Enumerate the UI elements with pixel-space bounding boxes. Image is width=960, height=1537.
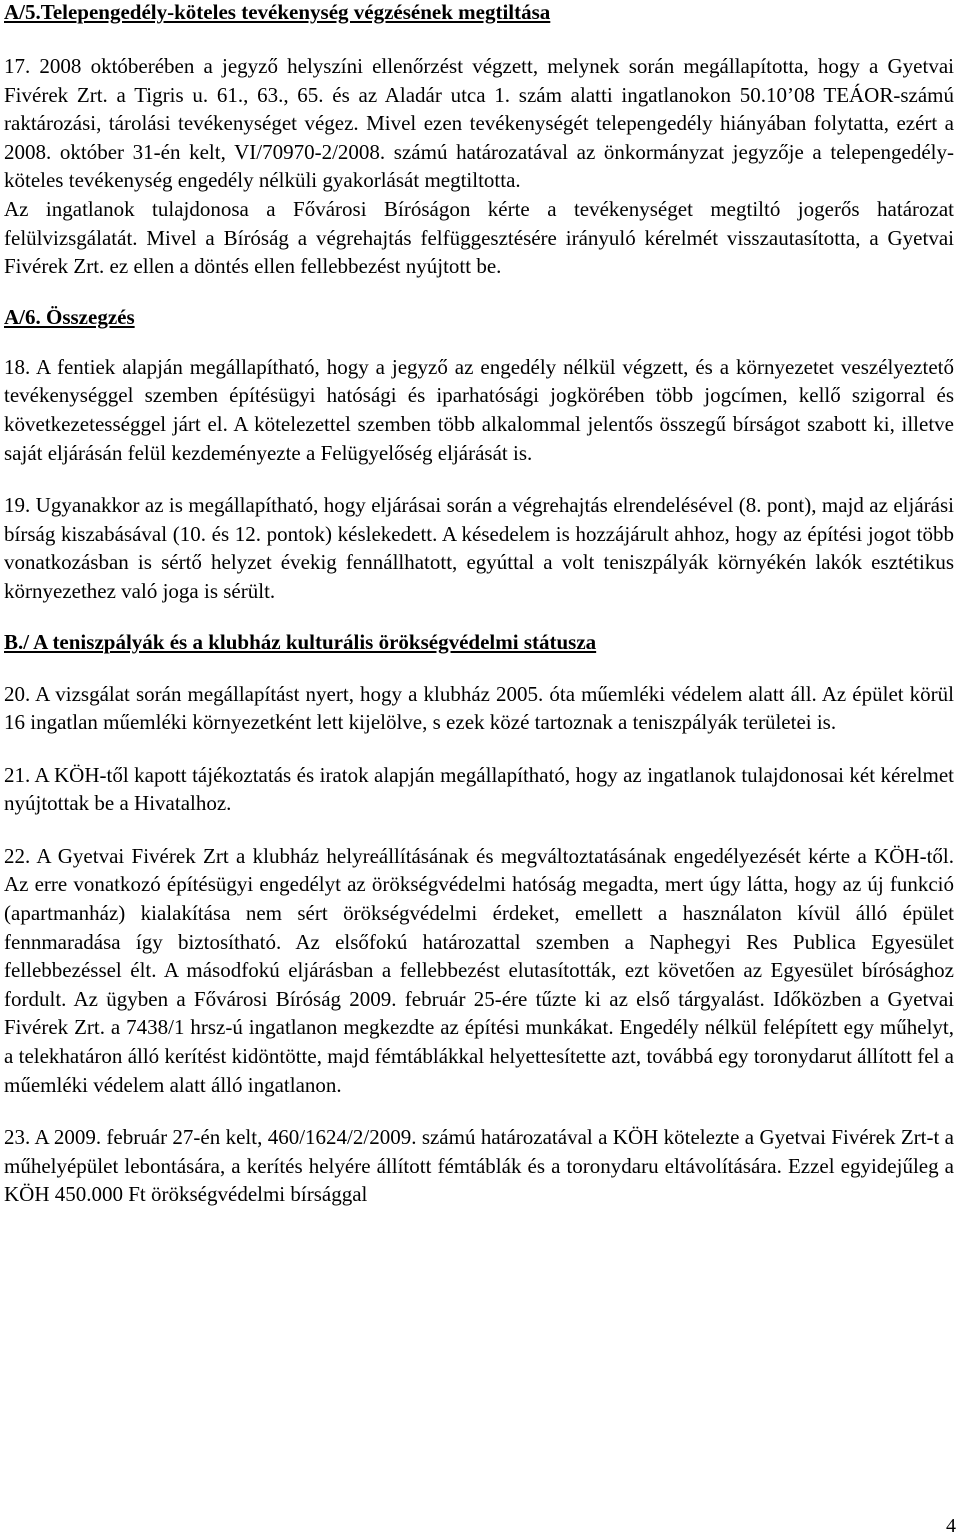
paragraph-23: 23. A 2009. február 27-én kelt, 460/1624/2/2009. számú határozatával a KÖH kötelezte a Gyetvai Fivérek Zrt-t a műhelyépület lebontására, a kerítés helyére állított fémtáblák és a toronydaru eltávolítására. Ezzel egyidejűleg a KÖH 450.000 Ft örökségvédelmi bírsággal (4, 1125, 954, 1207)
paragraph-20: 20. A vizsgálat során megállapítást nyert, hogy a klubház 2005. óta műemléki védelem alatt áll. Az épület körül 16 ingatlan műemléki környezetként lett kijelölve, s ezek közé tartoznak a teniszpályák területei is. (4, 681, 954, 735)
paragraph-21: 21. A KÖH-től kapott tájékoztatás és iratok alapján megállapítható, hogy az ingatlanok tulajdonosai két kérelmet nyújtottak be a Hivatalhoz. (4, 762, 954, 816)
paragraph-19: 19. Ugyanakkor az is megállapítható, hogy eljárásai során a végrehajtás elrendelésével (8. pont), majd az eljárási bírság kiszabásával (10. és 12. pontok) késlekedett. A késedelem is hozzájárult ahhoz, hogy az építési jogot több vonatkozásban is sértő helyzet évekig fennállhatott, egyúttal a volt teniszpályák környékén lakók esztétikus környezethez való joga is sérült. (4, 493, 954, 603)
paragraph-17: 17. 2008 októberében a jegyző helyszíni ellenőrzést végzett, melynek során megállapította, hogy a Gyetvai Fivérek Zrt. a Tigris u. 61., 63., 65. és az Aladár utca 1. szám alatti ingatlanokon 50.10’08 TEÁOR-számú raktározási, tárolási tevékenységet végez. Mivel ezen tevékenységét telepengedély hiányában folytatta, ezért a 2008. október 31-én kelt, VI/70970-2/2008. számú határozatával az önkormányzat jegyzője a telepengedély-köteles tevékenység engedély nélküli gyakorlását megtiltotta. (4, 54, 954, 193)
section-heading-a6: A/6. Összegzés (4, 304, 135, 329)
paragraph-18: 18. A fentiek alapján megállapítható, hogy a jegyző az engedély nélkül végzett, és a környezetet veszélyeztető tevékenységgel szemben építésügyi hatósági és iparhatósági jogkörében több jogcímen, kellő szigorral és következetességgel járt el. A kötelezettel szemben több alkalommal jelentős összegű bírságot szabott ki, illetve saját eljárásán felül kezdeményezte a Felügyelőség eljárását is. (4, 354, 954, 465)
paragraph-17-continuation: Az ingatlanok tulajdonosa a Fővárosi Bíróságon kérte a tevékenységet megtiltó jogerős határozat felülvizsgálatát. Mivel a Bíróság a végrehajtás felfüggesztésére irányuló kérelmét visszautasította, a Gyetvai Fivérek Zrt. ez ellen a döntés ellen fellebbezést nyújtott be. (4, 196, 954, 279)
section-heading-a5: A/5.Telepengedély-köteles tevékenység végzésének megtiltása (4, 0, 551, 24)
document-page (4, 0, 954, 1209)
page-number: 4 (946, 1515, 956, 1537)
paragraph-22: 22. A Gyetvai Fivérek Zrt a klubház helyreállításának és megváltoztatásának engedélyezését kérte a KÖH-től. Az erre vonatkozó építésügyi engedélyt az örökségvédelmi hatóság megadta, mert úgy látta, hogy az új funkció (apartmanház) kialakítása nem sért örökségvédelmi érdeket, emellett a használaton kívül álló épület fennmaradása így biztosítható. Az elsőfokú határozattal szemben a Naphegyi Res Publica Egyesület fellebbezéssel élt. A másodfokú eljárásban a fellebbezést elutasították, ezt követően az Egyesület bírósághoz fordult. Az ügyben a Fővárosi Bíróság 2009. február 25-ére tűzte ki az első tárgyalást. Időközben a Gyetvai Fivérek Zrt. a 7438/1 hrsz-ú ingatlanon megkezdte az építési munkákat. Engedély nélkül felépített egy műhelyt, a telekhatáron álló kerítést kidöntötte, majd fémtáblákkal helyettesítette azt, továbbá egy toronydarut állított fel a műemléki védelem alatt álló ingatlanon. (4, 843, 954, 1097)
section-heading-b: B./ A teniszpályák és a klubház kulturális örökségvédelmi státusza (4, 629, 597, 654)
